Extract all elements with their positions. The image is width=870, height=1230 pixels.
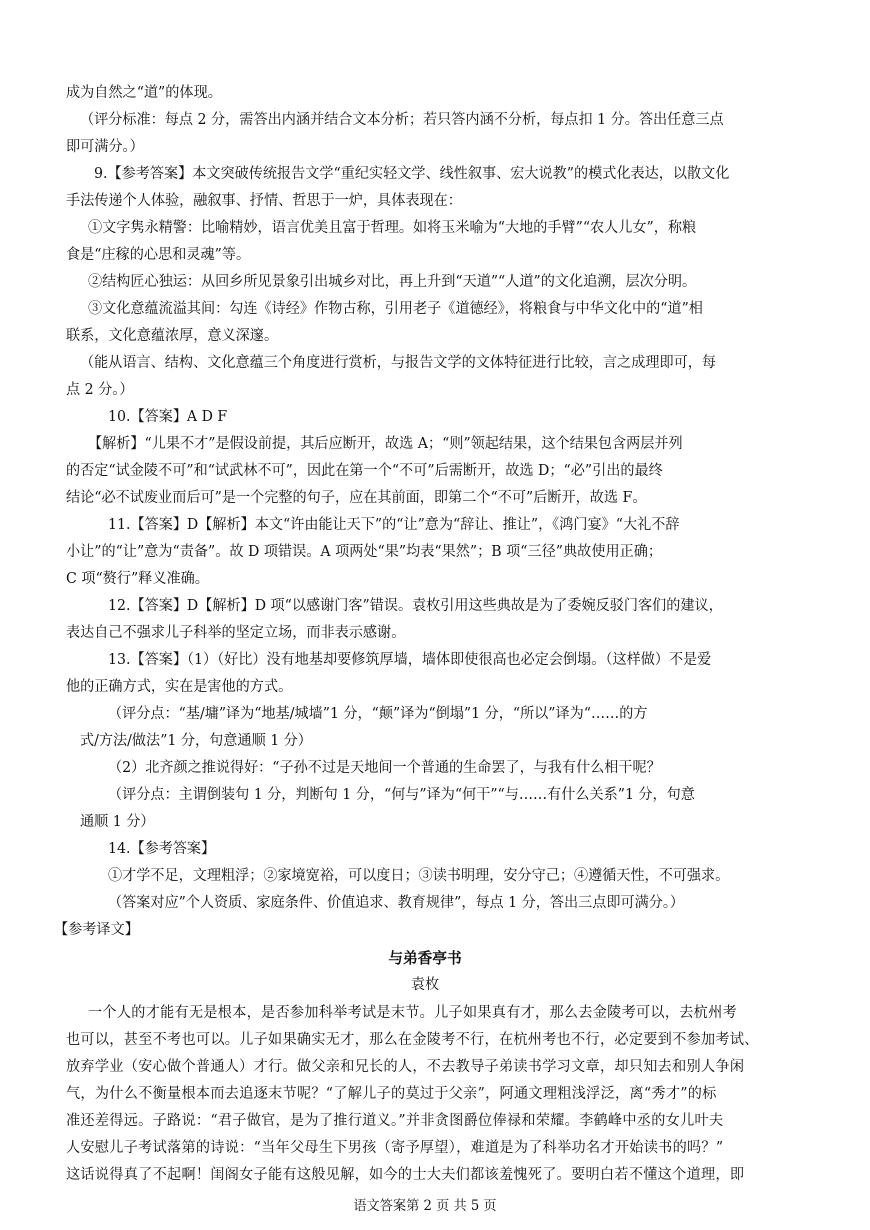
text-line: （评分标准：每点 2 分，需答出内涵并结合文本分析；若只答内涵不分析，每点扣 1 分。答出任意三点 [80,112,724,128]
translation-line: 气，为什么不衡量根本而去追逐末节呢？“了解儿子的莫过于父亲”，阿通文理粗浅浮泛，离“秀才”的标 [66,1086,717,1102]
translation-line: 这话说得真了不起啊！闺阁女子能有这般见解，如今的士大夫们都该羞愧死了。要明白若不懂这个道理，即 [66,1167,745,1183]
text-line: 食是“庄稼的心思和灵魂”等。 [66,247,251,263]
translation-line: 一个人的才能有无是根本，是否参加科举考试是末节。儿子如果真有才，那么去金陵考可以，去杭州考 [88,1005,737,1021]
text-line: ③文化意蕴流溢其间：勾连《诗经》作物古称，引用老子《道德经》，将粮食与中华文化中的“道”相 [88,301,703,317]
text-line: 13.【答案】（1）（好比）没有地基却要修筑厚墙，墙体即使很高也必定会倒塌。（这样做）不是爱 [108,652,712,668]
text-line: （评分点：主谓倒装句 1 分，判断句 1 分，“何与”译为“何干”“与……有什么关系”1 分，句意 [108,787,695,803]
text-line: （能从语言、结构、文化意蕴三个角度进行赏析，与报告文学的文体特征进行比较，言之成理即可，每 [80,355,716,371]
text-line: 他的正确方式，实在是害他的方式。 [66,679,293,695]
text-line: 的否定“试金陵不可”和“试武林不可”，因此在第一个“不可”后需断开，故选 D；“必”引出的最终 [66,463,663,479]
page-footer: 语文答案第 2 页 共 5 页 [353,1198,497,1214]
text-line: 即可满分。） [66,139,144,155]
text-line: 式/方法/做法”1 分，句意通顺 1 分） [80,733,312,749]
translation-line: 放弃学业（安心做个普通人）才行。做父亲和兄长的人，不去教导子弟读书学习文章，却只知去和别人争闲 [66,1059,745,1075]
translation-line: 人安慰儿子考试落第的诗说：“当年父母生下男孩（寄予厚望），难道是为了科举功名才开始读书的吗？” [66,1140,724,1156]
text-line: 通顺 1 分） [80,814,155,830]
translation-line: 也可以，甚至不考也可以。儿子如果确实无才，那么在金陵考不行，在杭州考也不行，必定要到不参加考试、 [66,1032,759,1048]
text-line: ②结构匠心独运：从回乡所见景象引出城乡对比，再上升到“天道”“人道”的文化追溯，层次分明。 [88,274,697,290]
text-line: 小让”的“让”意为“责备”。故 D 项错误。A 项两处“果”均表“果然”；B 项“三径”典故使用正确； [66,544,663,560]
text-line: 12.【答案】D【解析】D 项“以感谢门客”错误。袁枚引用这些典故是为了委婉反驳门客们的建议， [108,598,723,614]
text-line: 结论“必不试废业而后可”是一个完整的句子，应在其前面，即第二个“不可”后断开，故选 F。 [66,490,647,506]
text-line: 【解析】“儿果不才”是假设前提，其后应断开，故选 A；“则”领起结果，这个结果包含两层并列 [88,436,683,452]
text-line: （答案对应”个人资质、家庭条件、价值追求、教育规律”，每点 1 分，答出三点即可满分。） [108,895,685,911]
text-line: ①文字隽永精警：比喻精妙，语言优美且富于哲理。如将玉米喻为“大地的手臂”“农人儿女”，称粮 [88,220,697,236]
text-line: 10.【答案】A D F [108,409,228,425]
translation-author: 袁枚 [410,977,440,993]
translation-title: 与弟香亭书 [388,949,462,967]
text-line: ①才学不足，文理粗浮；②家境宽裕，可以度日；③读书明理，安分守己；④遵循天性，不可强求。 [108,868,730,884]
text-line: 成为自然之“道”的体现。 [66,85,222,101]
text-line: 点 2 分。） [66,382,134,398]
text-line: C 项“赘行”释义准确。 [66,571,209,587]
text-line: 14.【参考答案】 [108,841,216,857]
text-line: 9.【参考答案】本文突破传统报告文学“重纪实轻文学、线性叙事、宏大说教”的模式化表达，以散文化 [94,166,730,182]
text-line: （2）北齐颜之推说得好：“子孙不过是天地间一个普通的生命罢了，与我有什么相干呢？ [108,760,661,776]
section-heading: 【参考译文】 [54,922,139,938]
text-line: （评分点：“基/墉”译为“地基/城墙”1 分，“颠”译为“倒塌”1 分，“所以”译为“……的方 [108,706,648,722]
text-line: 11.【答案】D【解析】本文“许由能让天下”的“让”意为“辞让、推让”，《鸿门宴》“大礼不辞 [108,517,680,533]
text-line: 手法传递个人体验，融叙事、抒情、哲思于一炉，具体表现在： [66,193,462,209]
text-line: 表达自己不强求儿子科举的坚定立场，而非表示感谢。 [66,625,406,641]
translation-line: 准还差得远。子路说：“君子做官，是为了推行道义。”并非贪图爵位俸禄和荣耀。李鹤峰中丞的女儿叶夫 [66,1113,724,1129]
text-line: 联系，文化意蕴浓厚，意义深邃。 [66,328,279,344]
